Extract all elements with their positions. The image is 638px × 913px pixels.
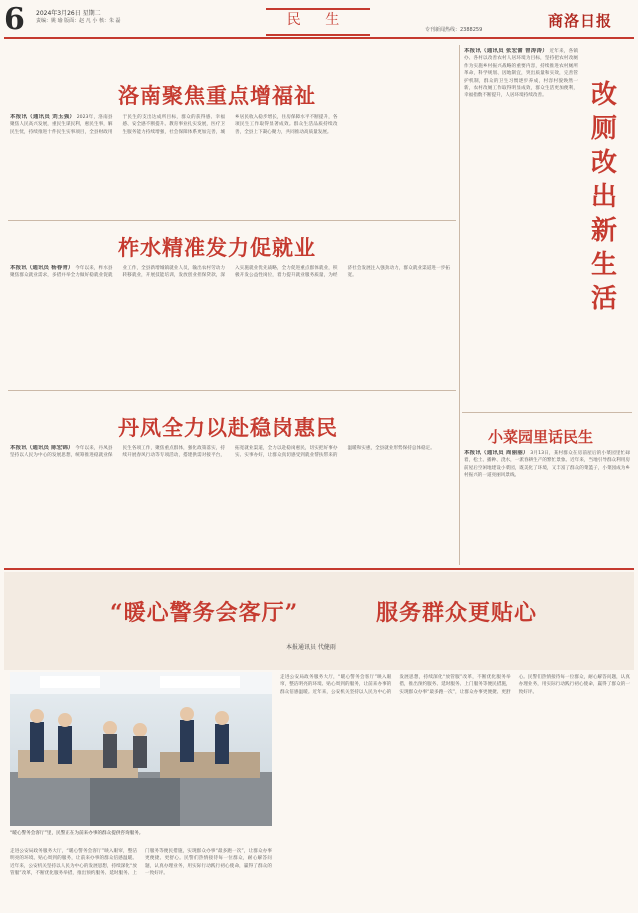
article-title-danfeng: 丹凤全力以赴稳岗惠民 — [118, 415, 338, 440]
divider — [8, 390, 456, 391]
article-title-garden: 小菜园里话民生 — [488, 428, 594, 446]
article-title-zhashui: 柞水精准发力促就业 — [118, 235, 316, 260]
article-text: 3月13日，某村群众在房前屋后的小菜园里忙碌着，松土、播种、浇水，一派春耕生产的繁忙景象。近年来，当地引导群众利用房前屋后空闲地建设小菜园，既美化了环境，又丰富了群众的菜篮子，小菜园成为乡村振兴的一道亮丽风景线。 — [464, 451, 630, 479]
banner-byline: 本报通讯员 代健雨 — [286, 644, 336, 651]
article-body-garden — [464, 450, 630, 562]
article-title-luonan: 洛南聚焦重点增福祉 — [118, 83, 316, 108]
banner-rule — [4, 568, 634, 570]
banner-title-left: “暖心警务会客厅” — [110, 600, 299, 626]
article-body-luonan — [10, 114, 450, 216]
divider — [8, 220, 456, 221]
article-byline: 本报讯（通讯员 陈宏锦） — [10, 445, 74, 451]
masthead-rule — [4, 37, 634, 39]
article-text: 近年来，各镇办、各村以改善农村人居环境为目标，坚持把农村改厕作为实施乡村振兴战略的重要内容，持续推进农村厕所革命，科学规划、因地制宜，突出质量和实效，完善管护机制，群众的卫生习惯逐步养成，村容村貌焕然一新，农村改厕工作取得明显成效，群众生活更加便利，幸福指数不断提升，人居环境持续改善。 — [464, 49, 578, 99]
police-hall-photo — [10, 672, 272, 826]
article-body-danfeng — [10, 445, 450, 565]
article-body-zhashui — [10, 265, 450, 377]
banner-title-right: 服务群众更贴心 — [376, 600, 538, 626]
page-number: 6 — [4, 2, 25, 37]
editor-credits: 责编：姚 瑜 版面：赵 凡 小 核：朱 磊 — [36, 18, 121, 24]
article-text: 今年以来，柞水县聚焦群众就业需求，多措并举全力做好稳就业促就业工作，全县新增城镇就业人员，输出农村劳动力转移就业，开展技能培训，发放创业担保贷款，深入实施就业优先战略，全力促进重点群体就业，积极开发公益性岗位，着力提升就业服务质量，为经济社会发展注入强劲动力，群众就业渠道进一步拓宽。 — [10, 266, 450, 279]
photo-caption: “暖心警务会客厅”里，民警正在为前来办事的群众提供咨询服务。 — [10, 831, 144, 836]
banner-article-body-lower: 走进公安局政务服务大厅，“暖心警务会客厅”映入眼帘，整洁明亮的环境、贴心周到的服务，让前来办事的群众倍感温暖。近年来，公安机关坚持以人民为中心的发展思想，持续深化“放管服”改革，不断优化服务举措，推出预约服务、延时服务、上门服务等便民措施，实现群众办事“最多跑一次”，让群众办事更便捷、更舒心。民警们热情接待每一位群众，耐心解答问题，认真办理业务，用实际行动践行初心使命，赢得了群众的一致好评。 — [10, 849, 272, 877]
article-text: 2023年，洛南县聚焦人民高兴发展，重民生谋民利，惠民生事，解民生忧，持续推进十件民生实事项目，全县财政用于民生的支出达成所目标，群众的获得感、幸福感、安全感不断提升。教育事业扎实发展，医疗卫生服务能力持续增强，社会保障体系更加完善，城乡居民收入稳步增长，住房保障水平不断提升，各项民生工作取得显著成效。群众生活品质持续改善，全县上下凝心聚力，共同推动高质量发展。 — [10, 115, 338, 135]
banner-background — [4, 572, 634, 670]
article-byline: 本报讯（通讯员 刘玉强） — [10, 114, 76, 120]
banner-article-body: 走进公安局政务服务大厅，“暖心警务会客厅”映入眼帘，整洁明亮的环境、贴心周到的服务，让前来办事的群众倍感温暖。近年来，公安机关坚持以人民为中心的发展思想，持续深化“放管服”改革，不断优化服务举措，推出预约服务、延时服务、上门服务等便民措施，实现群众办事“最多跑一次”，让群众办事更便捷、更舒心。民警们热情接待每一位群众，耐心解答问题，认真办理业务，用实际行动践行初心使命，赢得了群众的一致好评。 — [280, 675, 630, 695]
article-byline: 本报讯（通讯员 杨春青） — [10, 265, 74, 271]
article-byline: 本报讯（通讯员 张宏蕾 曾涛涛） — [464, 48, 548, 54]
news-hotline: 专刊新闻热线：2388259 — [425, 27, 483, 33]
article-text: 今年以来，丹凤县坚持以人民为中心的发展思想，统筹推进稳就业保民生各项工作，聚焦重点群体，强化政策落实，持续开展春风行动等专项活动，搭建供需对接平台，拓宽就业渠道，全力以赴稳岗惠民，切实把好事办实、实事办好，让群众真切感受到就业帮扶带来的温暖和实惠，全县就业形势保持总体稳定。 — [10, 446, 435, 459]
divider — [462, 412, 632, 413]
newspaper-logo: 商洛日报 — [548, 12, 613, 30]
article-body-toilet — [464, 48, 578, 408]
section-title: 民 生 — [286, 12, 350, 28]
column-divider — [459, 45, 460, 565]
article-byline: 本报讯（通讯员 周丽丽） — [464, 450, 529, 456]
issue-date: 2024年3月26日 星期二 — [36, 10, 101, 17]
article-title-toilet: 改厕改出新生活 — [590, 80, 617, 314]
